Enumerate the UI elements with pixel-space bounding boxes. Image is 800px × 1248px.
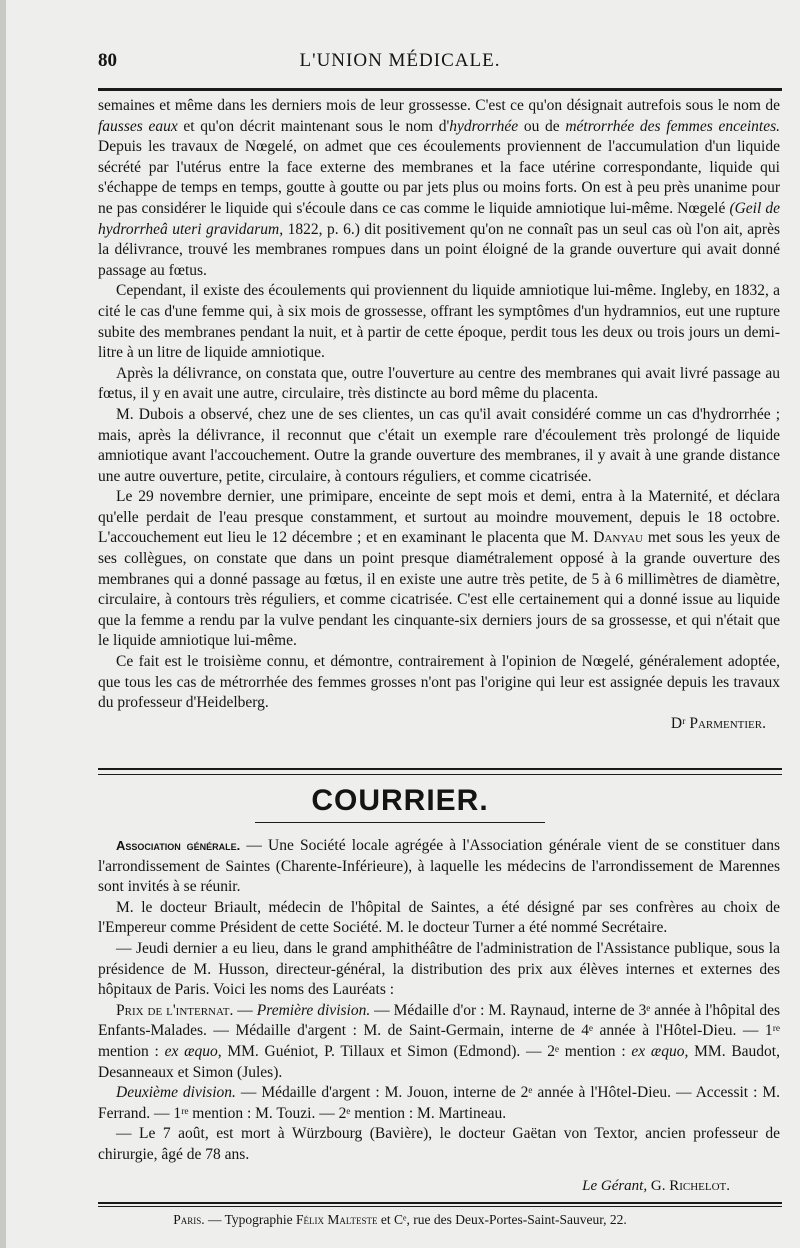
paragraph: Cependant, il existe des écoulements qui proviennent du liquide amniotique lui-même. Ingleby, en 1832, a cité le cas d'une femme qui, à six mois de grossesse, offrant les symptômes d'un hydramnios, eut une rupture subite des membranes pendant la nuit, et à partir de cette époque, perdit tous les deux ou trois jours un demi-litre à un litre de liquide amniotique. xyxy=(98,282,780,362)
paragraph: Ce fait est le troisième connu, et démontre, contrairement à l'opinion de Nœgelé, généralement adoptée, que tous les cas de métrorrhée des femmes grosses n'ont pas l'origine qui leur est assignée depuis les travaux du professeur d'Heidelberg. xyxy=(98,653,780,712)
person-name: Danyau xyxy=(593,529,643,547)
paragraph: semaines et même dans les derniers mois de leur grossesse. C'est ce qu'on désignait autrefois sous le nom de fausses eaux et qu'on décrit maintenant sous le nom d'hydrorrhée ou de métrorrhée des femmes enceintes. Depuis les travaux de Nœgelé, on admet que ces écoulements proviennent de l'accumulation d'un liquide sécrété par l'utérus entre la face externe des membranes et la face utérine correspondante, liquide qui s'échappe de temps en temps, goutte à goutte ou par jets plus ou moins forts. On est à peu près unanime pour ne pas considérer le liquide qui s'écoule dans ce cas comme le liquide amniotique lui-même. Nœgelé (Geil de hydrorrheâ uteri gravidarum, 1822, p. 6.) dit positivement qu'on ne connaît pas un seul cas où l'on ait, après la délivrance, trouvé les membranes rompues dans un point éloigné de la grande ouverture qui avait donné passage au fœtus. xyxy=(98,97,781,279)
article-body xyxy=(98,96,780,734)
paragraph: — Jeudi dernier a eu lieu, dans le grand amphithéâtre de l'administration de l'Assistance publique, sous la présidence de M. Husson, directeur-général, la distribution des prix aux élèves internes et externes des hôpitaux de Paris. Voici les noms des Lauréats : xyxy=(98,939,780,999)
courrier-body xyxy=(98,836,780,1166)
gerant-signature: Le Gérant, G. Richelot. xyxy=(582,1178,730,1194)
paragraph: Prix de l'internat. — Première division. — Médaille d'or : M. Raynaud, interne de 3ᵉ année à l'hôpital des Enfants-Malades. — Médaille d'argent : M. de Saint-Germain, interne de 4ᵉ année à l'Hôtel-Dieu. — 1ʳᵉ mention : ex æquo, MM. Guéniot, P. Tillaux et Simon (Edmond). — 2ᵉ mention : ex æquo, MM. Baudot, Desanneaux et Simon (Jules). xyxy=(98,1001,780,1081)
paragraph: M. le docteur Briault, médecin de l'hôpital de Saintes, a été désigné par ses confrères au choix de l'Empereur comme Président de cette Société. M. le docteur Turner a été nommé Secrétaire. xyxy=(98,898,780,937)
author-signature: Dʳ Parmentier. xyxy=(670,714,766,732)
paragraph: M. Dubois a observé, chez une de ses clientes, un cas qu'il avait considéré comme un cas d'hydrorrhée ; mais, après la délivrance, il reconnut que c'était un exemple rare d'écoulement très prolongé de liquide amniotique avant l'accouchement. Outre la grande ouverture des membranes, il y avait à une grande distance une autre ouverture, petite, circulaire, à contours réguliers, et comme cicatrisée. xyxy=(98,405,780,485)
header-rule xyxy=(98,88,782,91)
paragraph: Le 29 novembre dernier, une primipare, enceinte de sept mois et demi, entra à la Maternité, et déclara qu'elle perdait de l'eau presque constamment, et surtout au moindre mouvement, depuis le 18 octobre. L'accouchement eut lieu le 12 décembre ; et en examinant le placenta que M. Danyau met sous les yeux de ses collègues, on constate que dans un point presque diamétralement opposé à la grande ouverture des membranes qui a donné passage au fœtus, il en existe une autre très petite, de 5 à 6 millimètres de diamètre, circulaire, à contours très réguliers, et comme cicatrisée. C'est elle certainement qui a donné issue au liquide que la femme a rendu par la vulve pendant les cinquante-six derniers jours de sa grossesse, et qui n'était que le liquide amniotique lui-même. xyxy=(98,488,780,650)
printer-imprint: Paris. — Typographie Félix Malteste et Cᵉ, rue des Deux-Portes-Saint-Sauveur, 22. xyxy=(173,1212,627,1227)
paragraph: Association générale. — Une Société locale agrégée à l'Association générale vient de se constituer dans l'arrondissement de Saintes (Charente-Inférieure), à laquelle les médecins de l'arrondissement de Marennes sont invités à se réunir. xyxy=(98,837,780,896)
footer-rule xyxy=(98,1202,782,1204)
footer-rule-thin xyxy=(98,1206,782,1207)
section-rule xyxy=(98,768,782,770)
section-heading: COURRIER. xyxy=(311,784,489,817)
running-header xyxy=(0,50,800,76)
page-edge xyxy=(0,0,6,1248)
paragraph: Deuxième division. — Médaille d'argent : M. Jouon, interne de 2ᵉ année à l'Hôtel-Dieu. — Accessit : M. Ferrand. — 1ʳᵉ mention : M. Touzi. — 2ᵉ mention : M. Martineau. xyxy=(98,1084,780,1122)
section-rule-thin xyxy=(98,774,782,775)
journal-title: L'UNION MÉDICALE. xyxy=(299,50,501,71)
heading-rule xyxy=(255,822,545,823)
section-label: Association générale. xyxy=(116,838,241,853)
paragraph: — Le 7 août, est mort à Würzbourg (Bavière), le docteur Gaëtan von Textor, ancien professeur de chirurgie, âgé de 78 ans. xyxy=(98,1125,780,1163)
paragraph: Après la délivrance, on constata que, outre l'ouverture au centre des membranes qui avait livré passage au fœtus, il y en avait une autre, circulaire, très distincte au bord même du placenta. xyxy=(98,364,780,403)
page-number: 80 xyxy=(98,50,117,71)
